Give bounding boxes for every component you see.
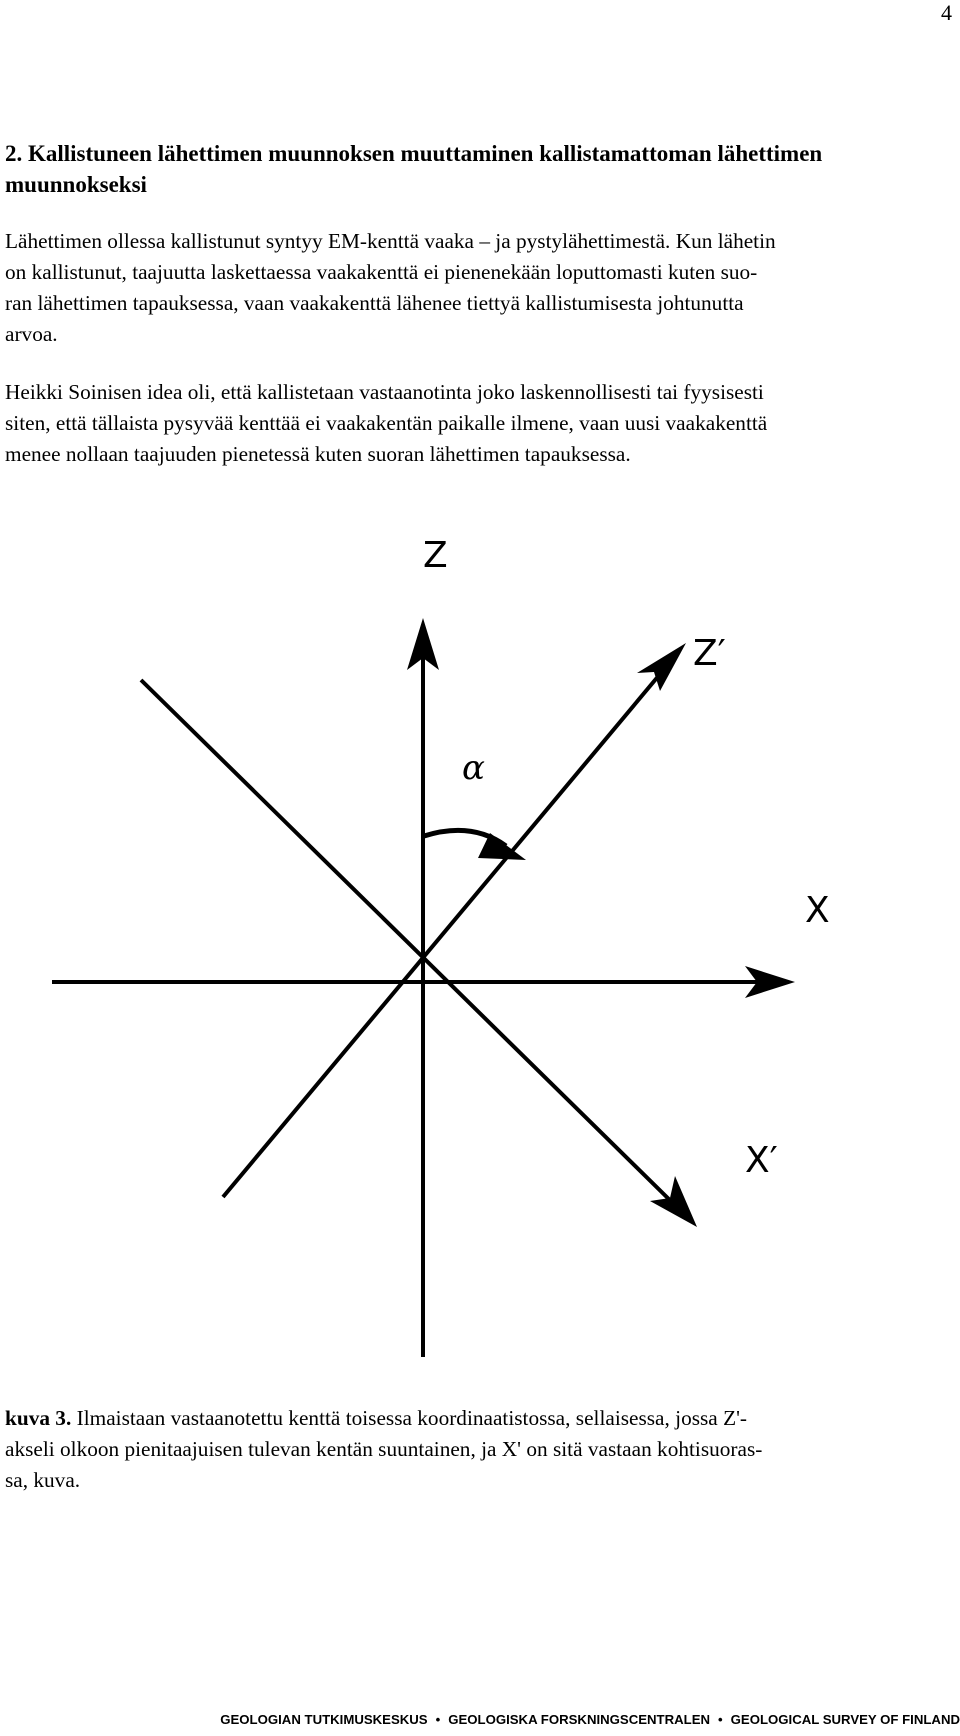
alpha-angle-label: α xyxy=(462,748,485,788)
x-prime-axis-line xyxy=(141,680,684,1214)
heading-line-2: muunnokseksi xyxy=(5,172,147,197)
page-number: 4 xyxy=(941,0,952,25)
paragraph-2-line-3: menee nollaan taajuuden pienetessä kuten suoran lähettimen tapauksessa. xyxy=(5,442,631,466)
coordinate-rotation-figure xyxy=(0,515,960,1365)
paragraph-1-line-1: Lähettimen ollessa kallistunut syntyy EM-kenttä vaaka – ja pystylähettimestä. Kun lähetin xyxy=(5,229,776,253)
footer-separator-1: • xyxy=(435,1712,441,1727)
figure-svg xyxy=(0,515,960,1365)
footer-separator-2: • xyxy=(718,1712,723,1727)
paragraph-1-line-3: ran lähettimen tapauksessa, vaan vaakakenttä lähenee tiettyä kallistumisesta johtunutta xyxy=(5,291,744,315)
paragraph-1 xyxy=(5,226,955,350)
footer-org-swedish: GEOLOGISKA FORSKNINGSCENTRALEN xyxy=(448,1712,711,1727)
paragraph-1-line-2: on kallistunut, taajuutta laskettaessa vaakakenttä ei pienenekään loputtomasti kuten suo- xyxy=(5,260,758,284)
footer-org-english: GEOLOGICAL SURVEY OF FINLAND xyxy=(730,1712,960,1727)
page-footer xyxy=(0,1712,960,1728)
heading-line-1: 2. Kallistuneen lähettimen muunnoksen muuttaminen kallistamattoman lähettimen xyxy=(5,141,823,166)
x-prime-axis-label: X′ xyxy=(745,1140,778,1181)
x-axis-label: X xyxy=(805,890,830,931)
z-prime-axis-arrowhead xyxy=(637,643,686,691)
x-prime-axis-arrowhead xyxy=(650,1176,697,1227)
caption-line-2: akseli olkoon pienitaajuisen tulevan kentän suuntainen, ja X' on sitä vastaan kohtisuoras- xyxy=(5,1437,763,1461)
paragraph-2-line-2: siten, että tällaista pysyvää kenttää ei vaakakentän paikalle ilmene, vaan uusi vaakakenttä xyxy=(5,411,768,435)
z-prime-axis-line xyxy=(223,655,676,1197)
z-axis-label: Z xyxy=(423,535,448,576)
footer-org-finnish: GEOLOGIAN TUTKIMUSKESKUS xyxy=(220,1712,428,1727)
caption-line-1-text: Ilmaistaan vastaanotettu kenttä toisessa koordinaatistossa, sellaisessa, jossa Z'- xyxy=(71,1406,748,1430)
section-heading xyxy=(5,138,945,200)
figure-caption xyxy=(5,1403,955,1496)
caption-label: kuva 3. xyxy=(5,1406,72,1430)
paragraph-1-line-4: arvoa. xyxy=(5,322,58,346)
z-prime-axis-label: Z′ xyxy=(693,633,726,674)
paragraph-2-line-1: Heikki Soinisen idea oli, että kallistetaan vastaanotinta joko laskennollisesti tai fyysisesti xyxy=(5,380,764,404)
caption-line-3: sa, kuva. xyxy=(5,1468,81,1492)
caption-line-1 xyxy=(5,1403,955,1434)
paragraph-2 xyxy=(5,377,955,470)
